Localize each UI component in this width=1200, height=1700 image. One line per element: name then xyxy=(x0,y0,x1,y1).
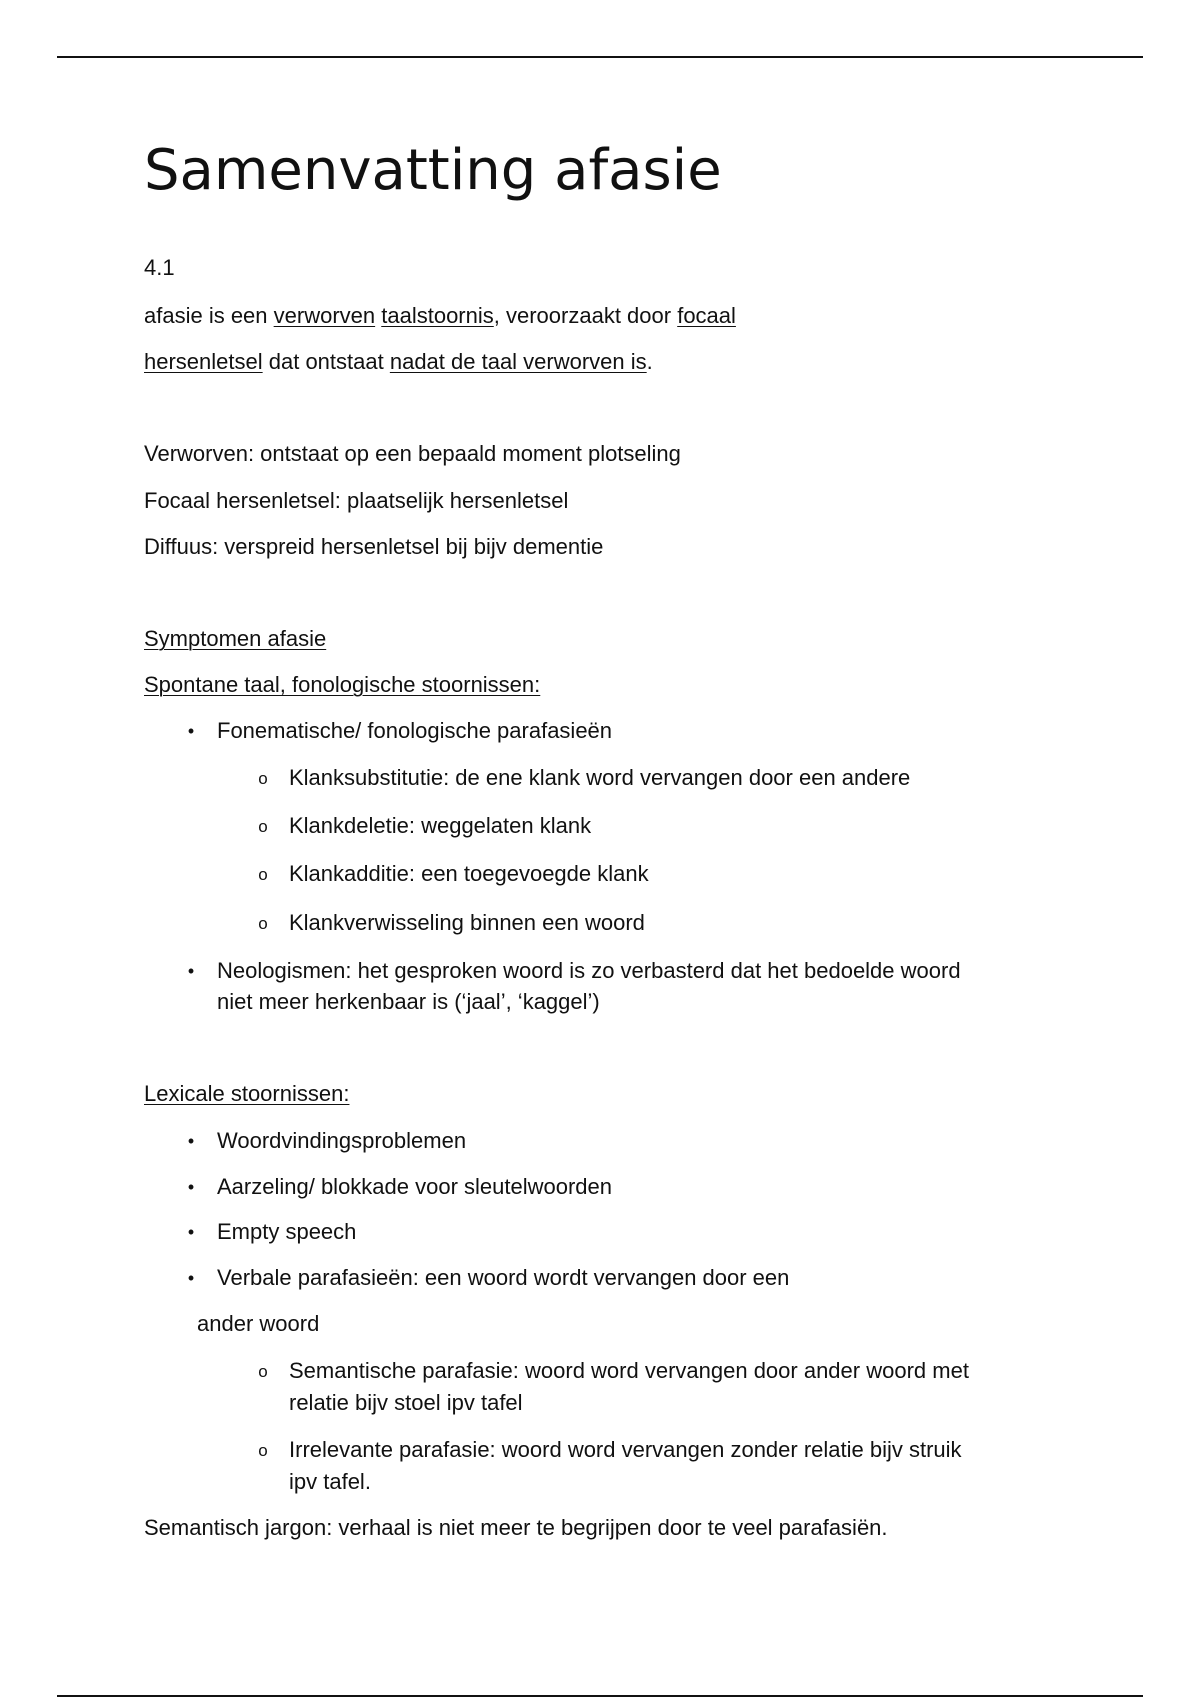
list-item xyxy=(187,1126,1077,1156)
list-item xyxy=(187,956,1077,986)
term-definition: Verworven: ontstaat op een bepaald moment plotseling xyxy=(144,441,681,466)
list-item xyxy=(187,1172,1077,1202)
definition-line-2 xyxy=(144,347,653,377)
sub-list-item-text: Klankdeletie: weggelaten klank xyxy=(289,813,592,838)
sub-list-item-text: Irrelevante parafasie: woord word vervangen zonder relatie bijv struik xyxy=(289,1437,962,1462)
term-nadat-verworven: nadat de taal verworven is xyxy=(389,349,647,374)
footer-rule xyxy=(57,1695,1143,1697)
list-item xyxy=(187,1263,1077,1293)
bullet-marker: • xyxy=(187,721,195,741)
bullet-marker: • xyxy=(187,1131,195,1151)
sub-list-item xyxy=(258,763,1089,793)
sub-bullet-marker: o xyxy=(258,769,268,788)
list-item-continuation: ander woord xyxy=(197,1311,320,1336)
sub-list-item-text: Semantische parafasie: woord word vervangen door ander woord met xyxy=(289,1358,969,1383)
term-definition: Diffuus: verspreid hersenletsel bij bijv dementie xyxy=(144,534,604,559)
bullet-marker: • xyxy=(187,1222,195,1242)
bullet-marker: • xyxy=(187,1268,195,1288)
sub-list-item-text: Klankverwisseling binnen een woord xyxy=(289,910,645,935)
section-number: 4.1 xyxy=(144,255,175,280)
sub-list-item-text: Klanksubstitutie: de ene klank word vervangen door een andere xyxy=(289,765,911,790)
definition-text: afasie is een xyxy=(144,303,274,328)
sub-bullet-marker: o xyxy=(258,914,268,933)
definition-line-1 xyxy=(144,301,736,331)
bullet-marker: • xyxy=(187,961,195,981)
sub-bullet-marker: o xyxy=(258,1441,268,1460)
symptoms-heading: Symptomen afasie xyxy=(144,626,327,651)
sub-list-item xyxy=(258,1356,1089,1386)
list-item-text: Neologismen: het gesproken woord is zo verbasterd dat het bedoelde woord xyxy=(217,958,961,983)
sub-list-item xyxy=(258,908,1089,938)
sub-bullet-marker: o xyxy=(258,865,268,884)
definition-text: . xyxy=(646,349,653,374)
term-hersenletsel: hersenletsel xyxy=(144,349,263,374)
sub-list-item-text: Klankadditie: een toegevoegde klank xyxy=(289,861,649,886)
header-rule xyxy=(57,56,1143,58)
sub-bullet-marker: o xyxy=(258,817,268,836)
sub-list-item xyxy=(258,859,1089,889)
list-item-text: Aarzeling/ blokkade voor sleutelwoorden xyxy=(217,1174,613,1199)
list-item-continuation: niet meer herkenbaar is (‘jaal’, ‘kaggel’) xyxy=(217,989,600,1014)
jargon-definition: Semantisch jargon: verhaal is niet meer te begrijpen door te veel parafasiën. xyxy=(144,1515,888,1540)
sub-list-item-continuation: relatie bijv stoel ipv tafel xyxy=(289,1390,523,1415)
term-verworven: verworven xyxy=(273,303,376,328)
definition-text: , veroorzaakt door xyxy=(493,303,678,328)
definition-text: dat ontstaat xyxy=(262,349,390,374)
term-focaal: focaal xyxy=(677,303,736,328)
sub-bullet-marker: o xyxy=(258,1362,268,1381)
document-title: Samenvatting afasie xyxy=(144,138,722,203)
sub-list-item-continuation: ipv tafel. xyxy=(289,1469,371,1494)
list-item-text: Empty speech xyxy=(217,1219,357,1244)
list-item-text: Fonematische/ fonologische parafasieën xyxy=(217,718,613,743)
bullet-marker: • xyxy=(187,1177,195,1197)
list-item xyxy=(187,1217,1077,1247)
list-item-text: Woordvindingsproblemen xyxy=(217,1128,467,1153)
list-item-text: Verbale parafasieën: een woord wordt vervangen door een xyxy=(217,1265,790,1290)
lexical-heading: Lexicale stoornissen: xyxy=(144,1081,350,1106)
sub-list-item xyxy=(258,1435,1089,1465)
term-definition: Focaal hersenletsel: plaatselijk hersenletsel xyxy=(144,488,569,513)
term-taalstoornis: taalstoornis xyxy=(381,303,494,328)
phonological-heading: Spontane taal, fonologische stoornissen: xyxy=(144,672,541,697)
list-item xyxy=(187,716,1077,746)
sub-list-item xyxy=(258,811,1089,841)
